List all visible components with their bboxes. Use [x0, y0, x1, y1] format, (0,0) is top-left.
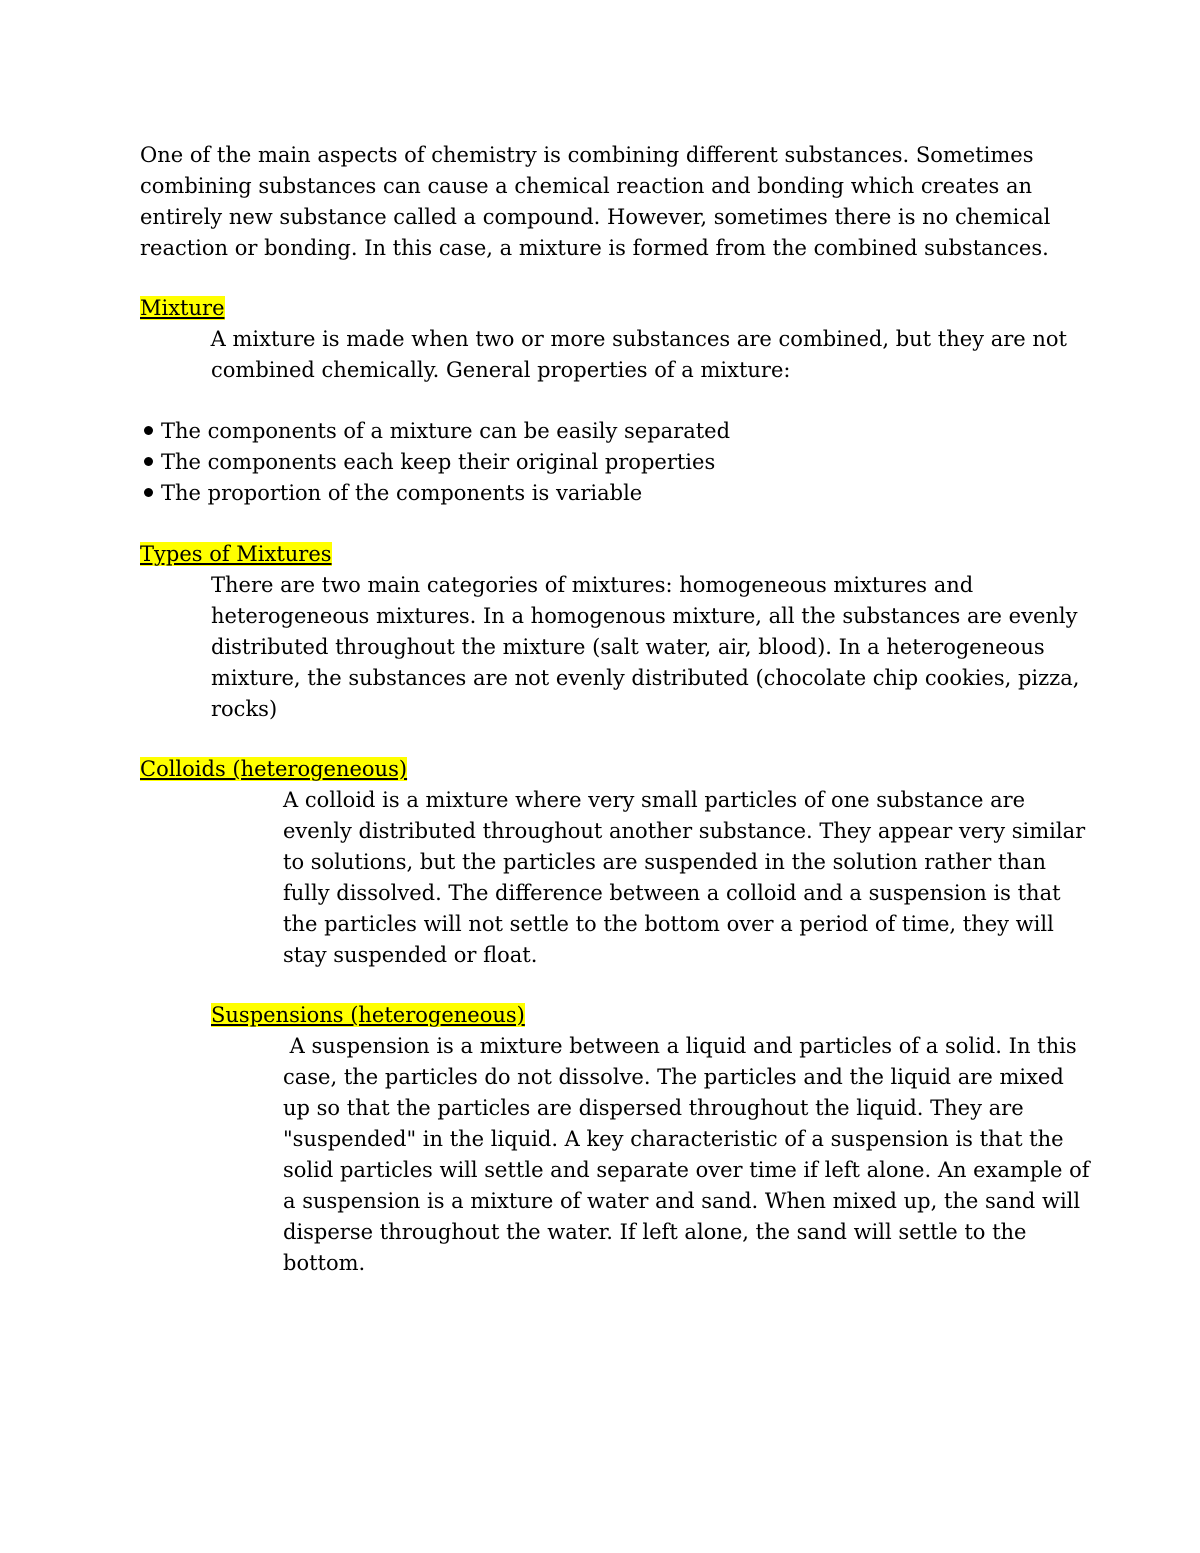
colloids-heading-text: Colloids (heterogeneous) [140, 757, 408, 781]
colloids-paragraph [283, 785, 1085, 971]
bullet-icon [144, 488, 153, 497]
colloids-line: the particles will not settle to the bottom over a period of time, they will [283, 912, 1054, 936]
suspensions-heading [211, 1000, 525, 1031]
suspensions-paragraph [283, 1031, 1090, 1279]
bullet-icon [144, 426, 153, 435]
types-line: There are two main categories of mixtures: homogeneous mixtures and [211, 573, 974, 597]
mixture-heading-text: Mixture [140, 296, 225, 320]
colloids-line: A colloid is a mixture where very small particles of one substance are [283, 788, 1026, 812]
list-item-text: The components of a mixture can be easily separated [161, 419, 731, 443]
types-line: mixture, the substances are not evenly distributed (chocolate chip cookies, pizza, [211, 666, 1080, 690]
colloids-line: fully dissolved. The difference between a colloid and a suspension is that [283, 881, 1061, 905]
suspensions-line: disperse throughout the water. If left alone, the sand will settle to the [283, 1220, 1027, 1244]
types-line: distributed throughout the mixture (salt water, air, blood). In a heterogeneous [211, 635, 1045, 659]
list-item [140, 416, 730, 447]
types-line: rocks) [211, 697, 278, 721]
intro-line: entirely new substance called a compound. However, sometimes there is no chemical [140, 205, 1051, 229]
suspensions-line: bottom. [283, 1251, 366, 1275]
list-item [140, 478, 730, 509]
colloids-line: evenly distributed throughout another substance. They appear very similar [283, 819, 1086, 843]
list-item-text: The components each keep their original properties [161, 450, 716, 474]
types-heading [140, 539, 332, 570]
types-paragraph [211, 570, 1079, 725]
colloids-line: stay suspended or float. [283, 943, 538, 967]
suspensions-line: "suspended" in the liquid. A key characteristic of a suspension is that the [283, 1127, 1064, 1151]
list-item [140, 447, 730, 478]
mixture-paragraph [204, 324, 1067, 386]
list-item-text: The proportion of the components is variable [161, 481, 643, 505]
suspensions-line: up so that the particles are dispersed throughout the liquid. They are [283, 1096, 1024, 1120]
bullet-icon [144, 457, 153, 466]
colloids-heading [140, 754, 407, 785]
mixture-line: combined chemically. General properties of a mixture: [211, 358, 791, 382]
mixture-line: A mixture is made when two or more substances are combined, but they are not [204, 327, 1067, 351]
colloids-line: to solutions, but the particles are suspended in the solution rather than [283, 850, 1046, 874]
mixture-properties-list [140, 416, 730, 509]
suspensions-heading-text: Suspensions (heterogeneous) [211, 1003, 525, 1027]
suspensions-line: case, the particles do not dissolve. The particles and the liquid are mixed [283, 1065, 1064, 1089]
suspensions-line: solid particles will settle and separate over time if left alone. An example of [283, 1158, 1090, 1182]
types-line: heterogeneous mixtures. In a homogenous mixture, all the substances are evenly [211, 604, 1078, 628]
suspensions-line: A suspension is a mixture between a liquid and particles of a solid. In this [283, 1034, 1077, 1058]
mixture-heading [140, 293, 225, 324]
types-heading-text: Types of Mixtures [140, 542, 332, 566]
intro-line: reaction or bonding. In this case, a mixture is formed from the combined substances. [140, 236, 1049, 260]
suspensions-line: a suspension is a mixture of water and sand. When mixed up, the sand will [283, 1189, 1081, 1213]
intro-line: combining substances can cause a chemical reaction and bonding which creates an [140, 174, 1032, 198]
intro-line: One of the main aspects of chemistry is combining different substances. Sometimes [140, 143, 1034, 167]
intro-paragraph [140, 140, 1050, 264]
